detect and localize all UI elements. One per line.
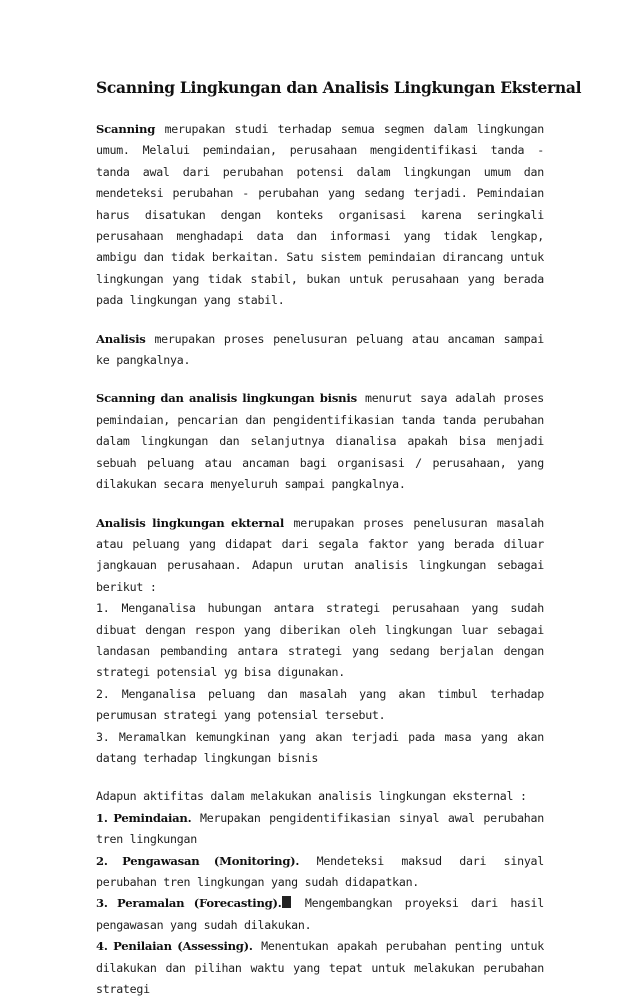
step-2: 2. Menganalisa peluang dan masalah yang akan timbul terhadap perumusan strategi yang potensial tersebut. — [96, 686, 544, 723]
item-text: Mengembangkan proyeksi dari hasil pengawasan yang sudah dilakukan. — [96, 896, 545, 932]
item-title: 1. Pemindaian. — [96, 810, 192, 825]
document-title: Scanning Lingkungan dan Analisis Lingkungan Eksternal — [96, 78, 582, 97]
text-scanning-analisis-bisnis: menurut saya adalah proses pemindaian, pencarian dan pengidentifikasian tanda tanda perubahan dalam lingkungan dan selanjutnya dianalisa apakah bisa menjadi sebuah peluang atau ancaman bagi organisasi / perusahaan, yang dilakukan secara menyeluruh sampai pangkalnya. — [96, 391, 544, 492]
paragraph-scanning-analisis-bisnis — [96, 388, 544, 495]
step-3: 3. Meramalkan kemungkinan yang akan terjadi pada masa yang akan datang terhadap lingkungan bisnis — [96, 729, 544, 765]
aktifitas-item-2 — [96, 851, 544, 894]
item-title: 4. Penilaian (Assessing). — [96, 939, 253, 954]
aktifitas-item-3 — [96, 893, 544, 936]
aktifitas-intro: Adapun aktifitas dalam melakukan analisis lingkungan eksternal : — [96, 789, 527, 804]
text-analisis: merupakan proses penelusuran peluang atau ancaman sampai ke pangkalnya. — [96, 331, 544, 368]
paragraph-scanning — [96, 119, 544, 312]
item-title: 2. Pengawasan (Monitoring). — [96, 853, 300, 868]
paragraph-analisis — [96, 329, 544, 372]
unknown-glyph-icon — [282, 896, 291, 908]
step-1: 1. Menganalisa hubungan antara strategi perusahaan yang sudah dibuat dengan respon yang diberikan oleh lingkungan luar sebagai landasan pembanding antara strategi yang sedang berjalan dengan strategi potensial yg bisa digunakan. — [96, 601, 544, 680]
text-analisis-eksternal: merupakan proses penelusuran masalah atau peluang yang didapat dari segala faktor yang berada diluar jangkauan perusahaan. Adapun urutan analisis lingkungan sebagai berikut : — [96, 515, 544, 594]
item-text: Merupakan pengidentifikasian sinyal awal perubahan tren lingkungan — [96, 810, 544, 847]
item-text: Mendeteksi maksud dari sinyal perubahan tren lingkungan yang sudah didapatkan. — [96, 853, 545, 889]
paragraph-analisis-eksternal — [96, 513, 544, 770]
aktifitas-item-4 — [96, 936, 544, 1000]
term-scanning-analisis-bisnis: Scanning dan analisis lingkungan bisnis — [96, 391, 357, 406]
text-scanning: merupakan studi terhadap semua segmen dalam lingkungan umum. Melalui pemindaian, perusahaan mengidentifikasi tanda - tanda awal dari perubahan potensi dalam lingkungan umum dan mendeteksi perubahan - perubahan yang sedang terjadi. Pemindaian harus disatukan dengan konteks organisasi karena seringkali perusahaan menghadapi data dan informasi yang tidak lengkap, ambigu dan tidak berkaitan. Satu sistem pemindaian dirancang untuk lingkungan yang tidak stabil, bukan untuk perusahaan yang berada pada lingkungan yang stabil. — [96, 122, 545, 308]
item-text: Menentukan apakah perubahan penting untuk dilakukan dan pilihan waktu yang tepat untuk melakukan perubahan strategi — [96, 939, 544, 997]
term-analisis: Analisis — [96, 331, 146, 346]
term-scanning: Scanning — [96, 122, 156, 136]
item-title: 3. Peramalan (Forecasting). — [96, 896, 282, 911]
term-analisis-eksternal: Analisis lingkungan ekternal — [96, 515, 285, 530]
paragraph-aktifitas — [96, 786, 544, 1000]
aktifitas-item-1 — [96, 808, 544, 851]
